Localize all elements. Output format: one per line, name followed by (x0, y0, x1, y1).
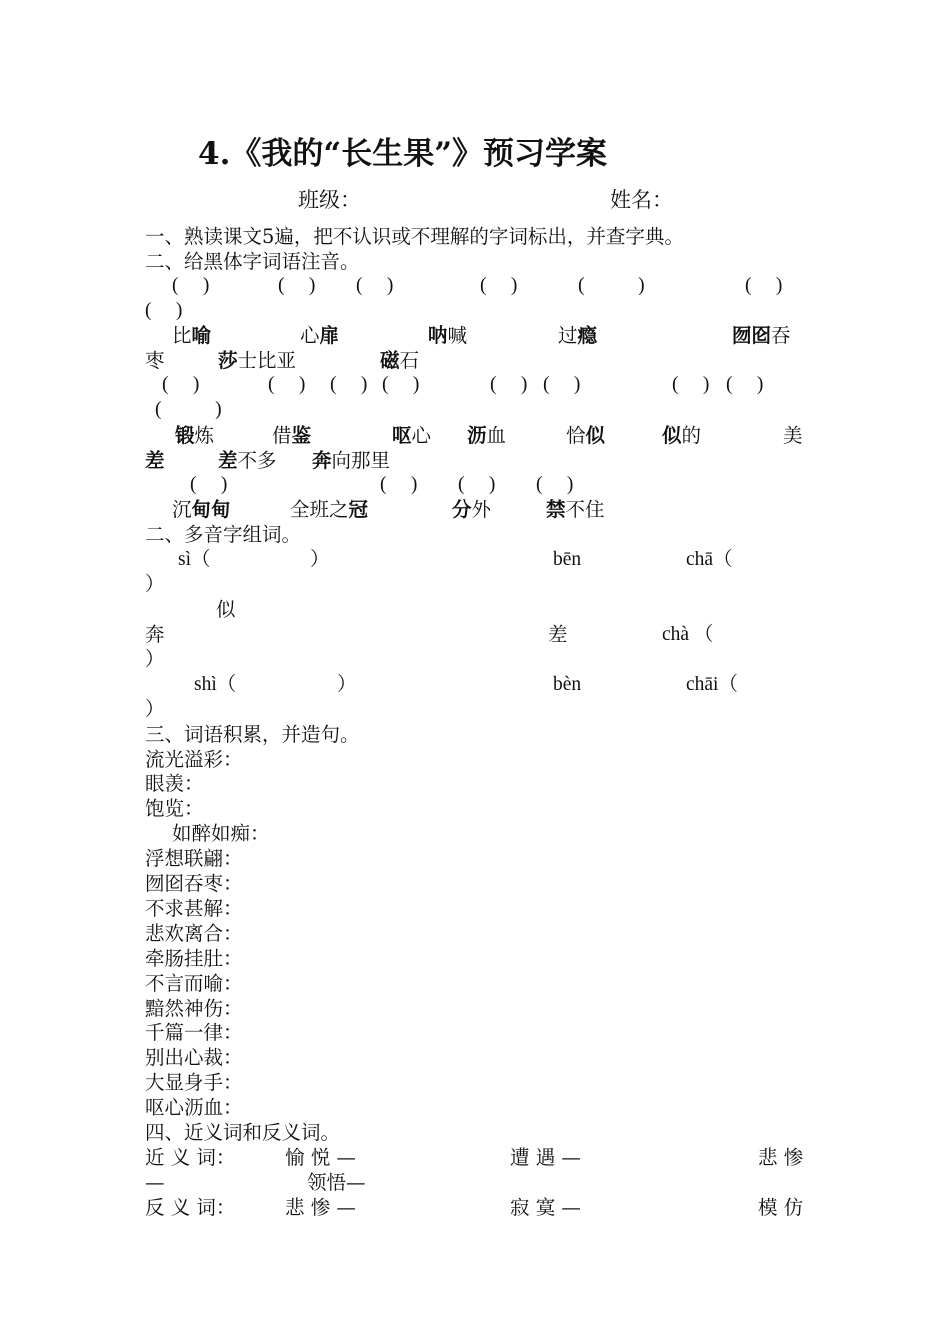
idiom-item: 流光溢彩： (145, 748, 243, 771)
pinyin-blank: ( ) (672, 374, 710, 395)
word: 全班之冠 (290, 498, 369, 521)
pinyin-blank: ( ) (480, 275, 518, 296)
pinyin-blank: ( ) (380, 474, 418, 495)
word: 心扉 (300, 324, 340, 347)
synonym-item: 领悟— (307, 1171, 366, 1194)
pinyin-blank: ( ) (190, 474, 228, 495)
pinyin-blank: ( ) (543, 374, 581, 395)
word: 枣 (145, 349, 165, 372)
pinyin-blank: ( ) (490, 374, 528, 395)
pinyin-label: chā（ (686, 549, 733, 570)
pinyin-blank: ( ) (172, 275, 210, 296)
idiom-item: 牵肠挂肚： (145, 947, 243, 970)
synonym-label: 近 义 词： (145, 1146, 236, 1169)
word: 借鉴 (272, 424, 312, 447)
paren-close: ） (145, 649, 165, 670)
pinyin-blank: ( ) (745, 275, 783, 296)
word: 美 (783, 424, 803, 447)
word: 恰似 (566, 424, 606, 447)
pinyin-blank: ( ) (458, 474, 496, 495)
idiom-item: 眼羡： (145, 772, 204, 795)
antonym-label: 反 义 词： (145, 1196, 236, 1219)
idiom-item: 浮想联翩： (145, 847, 243, 870)
poly-char: 奔 (145, 623, 165, 646)
pinyin-label: bèn (553, 674, 582, 695)
poly-char: 差 (548, 623, 568, 646)
pinyin-blank: ( ) (155, 399, 222, 420)
section-5-heading: 四、近义词和反义词。 (145, 1121, 341, 1144)
pinyin-blank: ( ) (356, 275, 394, 296)
pinyin-label: chāi（ (686, 674, 738, 695)
idiom-item: 黯然神伤： (145, 997, 243, 1020)
pinyin-label: bēn (553, 549, 582, 570)
word: 呕心 (392, 424, 432, 447)
class-label: 班级： (298, 188, 361, 212)
antonym-item: 寂 寞 — (510, 1196, 581, 1219)
synonym-dash: — (145, 1171, 165, 1194)
word: 磁石 (380, 349, 420, 372)
pinyin-blank: ( ) (578, 275, 645, 296)
word: 锻炼 (175, 424, 215, 447)
word: 比喻 (172, 324, 212, 347)
idiom-item: 不求甚解： (145, 897, 243, 920)
word: 差 (145, 449, 165, 472)
page-title: 4.《我的“长生果”》预习学案 (198, 136, 608, 172)
name-label: 姓名： (610, 188, 673, 212)
paren-close: ） (145, 699, 165, 720)
antonym-item: 悲 惨 — (285, 1196, 356, 1219)
idiom-item: 囫囵吞枣： (145, 872, 243, 895)
pinyin-blank: ( ) (145, 300, 183, 321)
idiom-item: 千篇一律： (145, 1021, 243, 1044)
section-1-heading: 一、熟读课文5遍，把不认识或不理解的字词标出，并查字典。 (145, 225, 684, 248)
pinyin-label: shì（ (194, 674, 237, 695)
word: 奔向那里 (312, 449, 391, 472)
word: 过瘾 (558, 324, 598, 347)
idiom-item: 饱览： (145, 797, 204, 820)
pinyin-label: chà （ (662, 624, 714, 645)
idiom-item: 不言而喻： (145, 972, 243, 995)
antonym-item: 模 仿 (758, 1196, 804, 1219)
synonym-item: 愉 悦 — (285, 1146, 356, 1169)
idiom-item: 大显身手： (145, 1071, 243, 1094)
synonym-item: 悲 惨 (758, 1146, 804, 1169)
word: 沉甸甸 (172, 498, 231, 521)
pinyin-blank: ( ) (726, 374, 764, 395)
paren-close: ） (145, 574, 165, 595)
word: 禁不住 (546, 498, 605, 521)
pinyin-blank: ( ) (536, 474, 574, 495)
word: 差不多 (218, 449, 277, 472)
section-4-heading: 三、词语积累，并造句。 (145, 723, 360, 746)
pinyin-blank: ( ) (162, 374, 200, 395)
idiom-item: 别出心裁： (145, 1046, 243, 1069)
paren-close: ） (337, 674, 357, 695)
word: 囫囵吞 (732, 324, 791, 347)
word: 分外 (452, 498, 492, 521)
synonym-item: 遭 遇 — (510, 1146, 581, 1169)
word: 沥血 (467, 424, 507, 447)
pinyin-blank: ( ) (330, 374, 368, 395)
pinyin-blank: ( ) (278, 275, 316, 296)
idiom-item: 呕心沥血： (145, 1096, 243, 1119)
paren-close: ） (310, 549, 330, 570)
pinyin-blank: ( ) (382, 374, 420, 395)
word: 似的 (662, 424, 702, 447)
word: 莎士比亚 (218, 349, 297, 372)
pinyin-blank: ( ) (268, 374, 306, 395)
idiom-item: 如醉如痴： (172, 822, 270, 845)
pinyin-label: sì（ (178, 549, 211, 570)
idiom-item: 悲欢离合： (145, 922, 243, 945)
section-3-heading: 二、多音字组词。 (145, 523, 302, 546)
section-2-heading: 二、给黑体字词语注音。 (145, 250, 360, 273)
poly-char: 似 (216, 598, 236, 621)
word: 呐喊 (428, 324, 468, 347)
